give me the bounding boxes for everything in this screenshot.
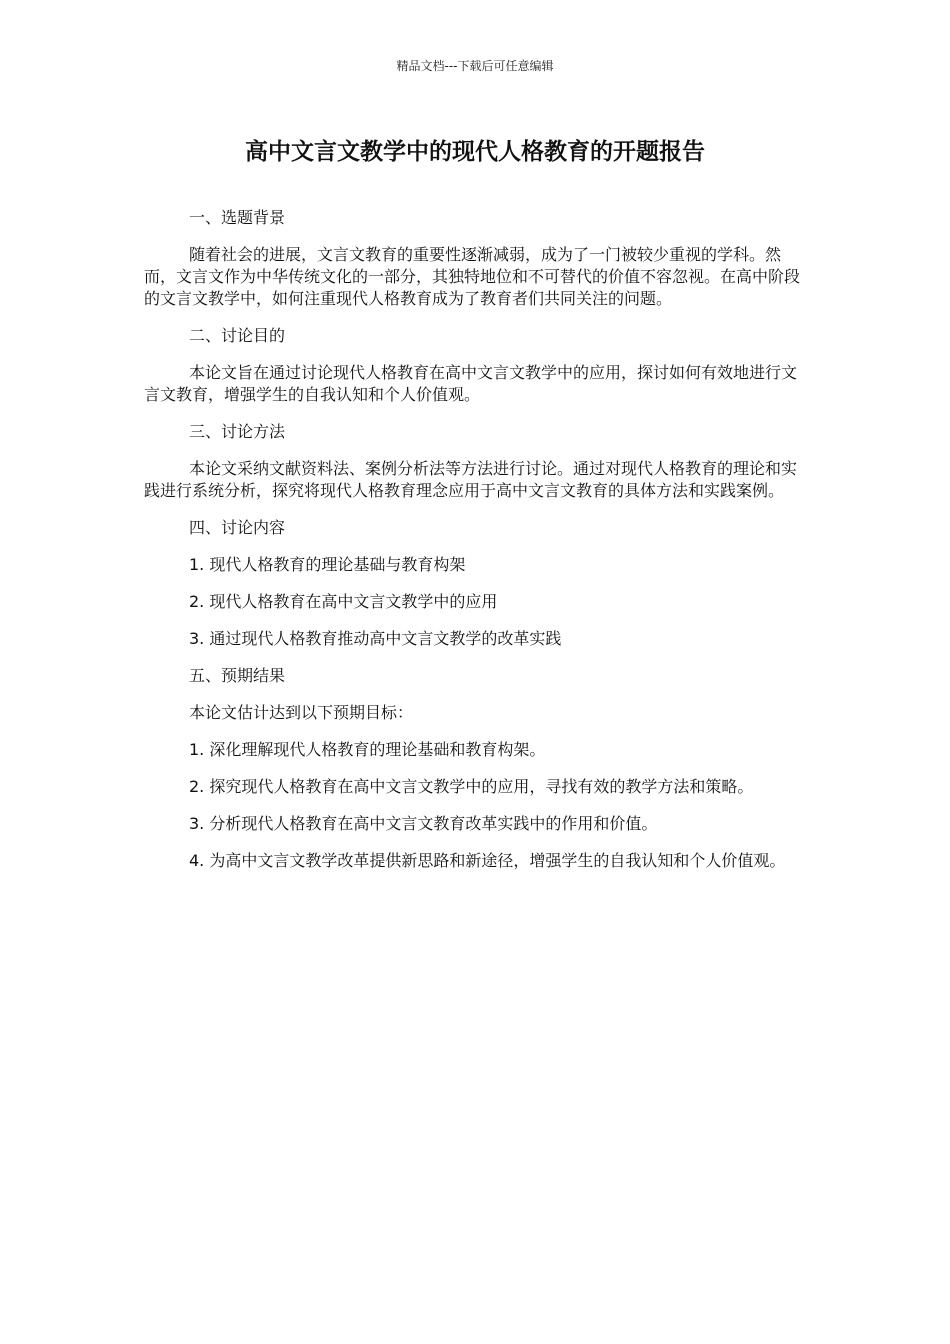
document-body — [144, 207, 812, 887]
section-heading-method: 三、讨论方法 — [189, 422, 286, 441]
section-heading-content: 四、讨论内容 — [189, 518, 286, 537]
section-text-background: 随着社会的进展，文言文教育的重要性逐渐减弱，成为了一门被较少重视的学科。然而，文言文作为中华传统文化的一部分，其独特地位和不可替代的价值不容忽视。在高中阶段的文言文教学中，如何注重现代人格教育成为了教育者们共同关注的问题。 — [144, 245, 801, 308]
document-title: 高中文言文教学中的现代人格教育的开题报告 — [245, 139, 705, 165]
content-list-item: 1. 现代人格教育的理论基础与教育构架 — [189, 555, 466, 574]
section-heading-purpose: 二、讨论目的 — [189, 326, 286, 345]
content-list-item: 2. 现代人格教育在高中文言文教学中的应用 — [189, 592, 498, 611]
section-text-method: 本论文采纳文献资料法、案例分析法等方法进行讨论。通过对现代人格教育的理论和实践进行系统分析，探究将现代人格教育理念应用于高中文言文教育的具体方法和实践案例。 — [144, 459, 798, 500]
header-note: 精品文档---下载后可任意编辑 — [396, 59, 554, 73]
content-list-item: 3. 通过现代人格教育推动高中文言文教学的改革实践 — [189, 629, 562, 648]
results-list-item: 2. 探究现代人格教育在高中文言文教学中的应用，寻找有效的教学方法和策略。 — [189, 777, 754, 796]
results-list-item: 3. 分析现代人格教育在高中文言文教育改革实践中的作用和价值。 — [189, 814, 658, 833]
section-heading-results: 五、预期结果 — [189, 666, 286, 685]
section-heading-background: 一、选题背景 — [189, 208, 286, 227]
results-list-item: 1. 深化理解现代人格教育的理论基础和教育构架。 — [189, 740, 546, 759]
section-intro-results: 本论文估计达到以下预期目标： — [189, 703, 414, 722]
section-text-purpose: 本论文旨在通过讨论现代人格教育在高中文言文教学中的应用，探讨如何有效地进行文言文教育，增强学生的自我认知和个人价值观。 — [144, 363, 798, 404]
results-list-item: 4. 为高中文言文教学改革提供新思路和新途径，增强学生的自我认知和个人价值观。 — [189, 851, 786, 870]
